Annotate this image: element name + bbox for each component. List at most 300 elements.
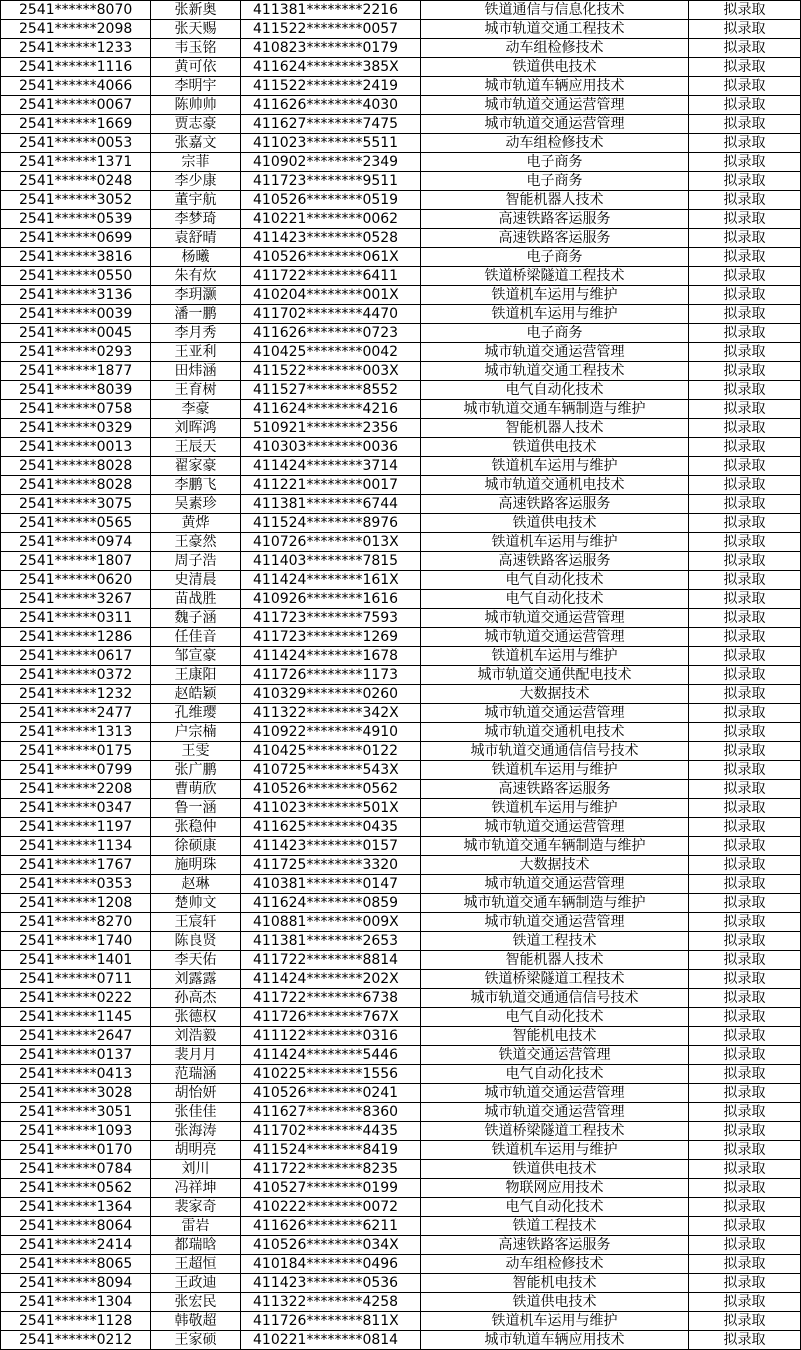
cell-id-number: 411423********0528 [241, 229, 421, 248]
cell-exam-number: 2541******0347 [1, 799, 151, 818]
cell-status: 拟录取 [689, 1198, 801, 1217]
cell-exam-number: 2541******1740 [1, 932, 151, 951]
cell-exam-number: 2541******1669 [1, 115, 151, 134]
cell-status: 拟录取 [689, 970, 801, 989]
cell-exam-number: 2541******0053 [1, 134, 151, 153]
cell-id-number: 410225********1556 [241, 1065, 421, 1084]
cell-student-name: 李鹏飞 [151, 476, 241, 495]
cell-status: 拟录取 [689, 818, 801, 837]
cell-status: 拟录取 [689, 704, 801, 723]
cell-status: 拟录取 [689, 20, 801, 39]
cell-id-number: 411522********0057 [241, 20, 421, 39]
table-row [1, 1008, 801, 1027]
cell-major: 城市轨道交通车辆制造与维护 [421, 400, 689, 419]
cell-status: 拟录取 [689, 39, 801, 58]
table-row [1, 229, 801, 248]
cell-id-number: 411424********5446 [241, 1046, 421, 1065]
cell-major: 城市轨道车辆应用技术 [421, 1331, 689, 1350]
cell-exam-number: 2541******8028 [1, 457, 151, 476]
table-row [1, 115, 801, 134]
cell-status: 拟录取 [689, 799, 801, 818]
cell-status: 拟录取 [689, 1274, 801, 1293]
cell-student-name: 王雯 [151, 742, 241, 761]
cell-exam-number: 2541******1134 [1, 837, 151, 856]
table-row [1, 913, 801, 932]
cell-exam-number: 2541******0699 [1, 229, 151, 248]
cell-status: 拟录取 [689, 723, 801, 742]
cell-status: 拟录取 [689, 172, 801, 191]
cell-student-name: 王豪然 [151, 533, 241, 552]
cell-id-number: 411726********1173 [241, 666, 421, 685]
cell-major: 高速铁路客运服务 [421, 229, 689, 248]
table-row [1, 305, 801, 324]
cell-status: 拟录取 [689, 761, 801, 780]
cell-id-number: 410526********0241 [241, 1084, 421, 1103]
cell-major: 城市轨道交通工程技术 [421, 362, 689, 381]
cell-exam-number: 2541******1807 [1, 552, 151, 571]
cell-student-name: 韩敬超 [151, 1312, 241, 1331]
cell-id-number: 411723********9511 [241, 172, 421, 191]
cell-exam-number: 2541******3267 [1, 590, 151, 609]
cell-major: 城市轨道交通通信信号技术 [421, 742, 689, 761]
cell-id-number: 411722********6738 [241, 989, 421, 1008]
cell-id-number: 410725********543X [241, 761, 421, 780]
cell-id-number: 411023********5511 [241, 134, 421, 153]
cell-exam-number: 2541******1232 [1, 685, 151, 704]
cell-id-number: 410425********0122 [241, 742, 421, 761]
cell-id-number: 410204********001X [241, 286, 421, 305]
cell-status: 拟录取 [689, 248, 801, 267]
cell-status: 拟录取 [689, 989, 801, 1008]
table-row [1, 723, 801, 742]
cell-status: 拟录取 [689, 134, 801, 153]
cell-exam-number: 2541******0175 [1, 742, 151, 761]
cell-status: 拟录取 [689, 856, 801, 875]
cell-major: 铁道供电技术 [421, 1160, 689, 1179]
cell-student-name: 田炜涵 [151, 362, 241, 381]
cell-student-name: 王康阳 [151, 666, 241, 685]
cell-major: 高速铁路客运服务 [421, 780, 689, 799]
cell-exam-number: 2541******1116 [1, 58, 151, 77]
cell-major: 高速铁路客运服务 [421, 552, 689, 571]
cell-id-number: 411722********8235 [241, 1160, 421, 1179]
table-row [1, 400, 801, 419]
cell-id-number: 411626********0723 [241, 324, 421, 343]
cell-major: 铁道供电技术 [421, 1293, 689, 1312]
cell-exam-number: 2541******0293 [1, 343, 151, 362]
cell-student-name: 李明宇 [151, 77, 241, 96]
cell-id-number: 411322********342X [241, 704, 421, 723]
cell-id-number: 410303********0036 [241, 438, 421, 457]
cell-student-name: 裴月月 [151, 1046, 241, 1065]
cell-exam-number: 2541******2098 [1, 20, 151, 39]
cell-id-number: 411625********0435 [241, 818, 421, 837]
cell-exam-number: 2541******0620 [1, 571, 151, 590]
cell-status: 拟录取 [689, 590, 801, 609]
cell-student-name: 陈良贤 [151, 932, 241, 951]
cell-exam-number: 2541******0758 [1, 400, 151, 419]
cell-id-number: 410881********009X [241, 913, 421, 932]
cell-major: 铁道机车运用与维护 [421, 1312, 689, 1331]
cell-student-name: 冯祥坤 [151, 1179, 241, 1198]
cell-status: 拟录取 [689, 1160, 801, 1179]
cell-exam-number: 2541******1197 [1, 818, 151, 837]
cell-exam-number: 2541******8270 [1, 913, 151, 932]
cell-status: 拟录取 [689, 381, 801, 400]
cell-major: 铁道工程技术 [421, 1217, 689, 1236]
cell-major: 电子商务 [421, 172, 689, 191]
cell-exam-number: 2541******8028 [1, 476, 151, 495]
cell-id-number: 411524********8419 [241, 1141, 421, 1160]
cell-major: 智能机器人技术 [421, 419, 689, 438]
cell-status: 拟录取 [689, 1236, 801, 1255]
cell-status: 拟录取 [689, 932, 801, 951]
cell-exam-number: 2541******0784 [1, 1160, 151, 1179]
cell-student-name: 苗战胜 [151, 590, 241, 609]
cell-id-number: 411624********0859 [241, 894, 421, 913]
cell-id-number: 410526********0519 [241, 191, 421, 210]
cell-student-name: 孔维璎 [151, 704, 241, 723]
cell-student-name: 宗菲 [151, 153, 241, 172]
cell-exam-number: 2541******0222 [1, 989, 151, 1008]
cell-status: 拟录取 [689, 913, 801, 932]
table-row [1, 552, 801, 571]
cell-major: 城市轨道交通运营管理 [421, 1084, 689, 1103]
cell-status: 拟录取 [689, 229, 801, 248]
cell-major: 电气自动化技术 [421, 590, 689, 609]
cell-exam-number: 2541******0711 [1, 970, 151, 989]
cell-id-number: 411702********4435 [241, 1122, 421, 1141]
cell-major: 电气自动化技术 [421, 381, 689, 400]
cell-major: 城市轨道交通通信信号技术 [421, 989, 689, 1008]
table-row [1, 533, 801, 552]
cell-student-name: 刘浩毅 [151, 1027, 241, 1046]
table-row [1, 438, 801, 457]
cell-id-number: 411702********4470 [241, 305, 421, 324]
cell-student-name: 朱有炊 [151, 267, 241, 286]
table-row [1, 1141, 801, 1160]
table-row [1, 210, 801, 229]
cell-status: 拟录取 [689, 571, 801, 590]
cell-major: 大数据技术 [421, 685, 689, 704]
cell-id-number: 411725********3320 [241, 856, 421, 875]
cell-id-number: 411221********0017 [241, 476, 421, 495]
cell-id-number: 411627********8360 [241, 1103, 421, 1122]
cell-id-number: 410726********013X [241, 533, 421, 552]
cell-major: 城市轨道交通供配电技术 [421, 666, 689, 685]
cell-id-number: 411726********811X [241, 1312, 421, 1331]
cell-status: 拟录取 [689, 1217, 801, 1236]
cell-exam-number: 2541******0550 [1, 267, 151, 286]
table-row [1, 1198, 801, 1217]
cell-major: 城市轨道交通运营管理 [421, 704, 689, 723]
table-row [1, 1236, 801, 1255]
table-row [1, 476, 801, 495]
cell-status: 拟录取 [689, 476, 801, 495]
table-row [1, 780, 801, 799]
cell-exam-number: 2541******8065 [1, 1255, 151, 1274]
cell-exam-number: 2541******0013 [1, 438, 151, 457]
cell-status: 拟录取 [689, 514, 801, 533]
cell-major: 铁道机车运用与维护 [421, 305, 689, 324]
cell-student-name: 刘露露 [151, 970, 241, 989]
cell-exam-number: 2541******8094 [1, 1274, 151, 1293]
table-row [1, 39, 801, 58]
cell-id-number: 411522********003X [241, 362, 421, 381]
table-row [1, 1293, 801, 1312]
cell-major: 电子商务 [421, 324, 689, 343]
cell-id-number: 411626********4030 [241, 96, 421, 115]
cell-exam-number: 2541******0039 [1, 305, 151, 324]
cell-exam-number: 2541******1128 [1, 1312, 151, 1331]
table-row [1, 666, 801, 685]
cell-major: 铁道供电技术 [421, 438, 689, 457]
cell-student-name: 张天赐 [151, 20, 241, 39]
cell-exam-number: 2541******0799 [1, 761, 151, 780]
cell-major: 大数据技术 [421, 856, 689, 875]
table-row [1, 1, 801, 20]
cell-major: 智能机器人技术 [421, 191, 689, 210]
cell-student-name: 张宏民 [151, 1293, 241, 1312]
table-row [1, 134, 801, 153]
cell-id-number: 411722********6411 [241, 267, 421, 286]
cell-major: 铁道交通运营管理 [421, 1046, 689, 1065]
cell-student-name: 李天佑 [151, 951, 241, 970]
table-row [1, 191, 801, 210]
table-row [1, 286, 801, 305]
cell-student-name: 张嘉文 [151, 134, 241, 153]
cell-id-number: 411627********7475 [241, 115, 421, 134]
cell-student-name: 魏子涵 [151, 609, 241, 628]
table-row [1, 58, 801, 77]
table-row [1, 1046, 801, 1065]
cell-exam-number: 2541******4066 [1, 77, 151, 96]
table-row [1, 1160, 801, 1179]
cell-id-number: 411524********8976 [241, 514, 421, 533]
cell-student-name: 户宗楠 [151, 723, 241, 742]
cell-id-number: 411624********385X [241, 58, 421, 77]
cell-exam-number: 2541******0617 [1, 647, 151, 666]
cell-id-number: 410526********061X [241, 248, 421, 267]
cell-major: 城市轨道交通运营管理 [421, 875, 689, 894]
cell-major: 铁道通信与信息化技术 [421, 1, 689, 20]
cell-student-name: 张海涛 [151, 1122, 241, 1141]
table-row [1, 381, 801, 400]
cell-id-number: 410526********034X [241, 1236, 421, 1255]
cell-exam-number: 2541******0372 [1, 666, 151, 685]
cell-major: 城市轨道交通运营管理 [421, 1103, 689, 1122]
cell-exam-number: 2541******1371 [1, 153, 151, 172]
cell-id-number: 410922********4910 [241, 723, 421, 742]
table-row [1, 1065, 801, 1084]
cell-status: 拟录取 [689, 1293, 801, 1312]
cell-status: 拟录取 [689, 457, 801, 476]
cell-major: 城市轨道交通机电技术 [421, 476, 689, 495]
cell-status: 拟录取 [689, 324, 801, 343]
cell-status: 拟录取 [689, 210, 801, 229]
cell-exam-number: 2541******1233 [1, 39, 151, 58]
cell-major: 铁道桥梁隧道工程技术 [421, 1122, 689, 1141]
cell-exam-number: 2541******0353 [1, 875, 151, 894]
cell-exam-number: 2541******0248 [1, 172, 151, 191]
cell-student-name: 王家硕 [151, 1331, 241, 1350]
cell-exam-number: 2541******8070 [1, 1, 151, 20]
cell-major: 电气自动化技术 [421, 1008, 689, 1027]
cell-major: 铁道机车运用与维护 [421, 647, 689, 666]
cell-id-number: 411723********7593 [241, 609, 421, 628]
cell-major: 铁道供电技术 [421, 514, 689, 533]
table-row [1, 1217, 801, 1236]
table-row [1, 647, 801, 666]
table-row [1, 514, 801, 533]
cell-exam-number: 2541******1877 [1, 362, 151, 381]
cell-status: 拟录取 [689, 1103, 801, 1122]
cell-id-number: 410381********0147 [241, 875, 421, 894]
cell-id-number: 410823********0179 [241, 39, 421, 58]
cell-status: 拟录取 [689, 96, 801, 115]
cell-status: 拟录取 [689, 1, 801, 20]
cell-student-name: 王宸轩 [151, 913, 241, 932]
cell-major: 城市轨道交通车辆制造与维护 [421, 894, 689, 913]
table-row [1, 1274, 801, 1293]
cell-status: 拟录取 [689, 628, 801, 647]
cell-status: 拟录取 [689, 894, 801, 913]
cell-student-name: 王辰天 [151, 438, 241, 457]
cell-major: 城市轨道车辆应用技术 [421, 77, 689, 96]
cell-major: 铁道桥梁隧道工程技术 [421, 267, 689, 286]
table-row [1, 172, 801, 191]
cell-id-number: 410329********0260 [241, 685, 421, 704]
cell-exam-number: 2541******0413 [1, 1065, 151, 1084]
cell-exam-number: 2541******0170 [1, 1141, 151, 1160]
cell-major: 城市轨道交通运营管理 [421, 96, 689, 115]
cell-student-name: 李少康 [151, 172, 241, 191]
cell-status: 拟录取 [689, 742, 801, 761]
cell-student-name: 范瑞涵 [151, 1065, 241, 1084]
table-row [1, 457, 801, 476]
cell-major: 城市轨道交通车辆制造与维护 [421, 837, 689, 856]
cell-major: 高速铁路客运服务 [421, 1236, 689, 1255]
cell-major: 高速铁路客运服务 [421, 495, 689, 514]
cell-exam-number: 2541******2477 [1, 704, 151, 723]
cell-student-name: 陈帅帅 [151, 96, 241, 115]
cell-student-name: 刘晖鸿 [151, 419, 241, 438]
cell-id-number: 410222********0072 [241, 1198, 421, 1217]
cell-student-name: 张新奥 [151, 1, 241, 20]
cell-exam-number: 2541******1286 [1, 628, 151, 647]
cell-major: 电气自动化技术 [421, 571, 689, 590]
cell-id-number: 411423********0536 [241, 1274, 421, 1293]
cell-id-number: 411381********2216 [241, 1, 421, 20]
table-row [1, 989, 801, 1008]
table-row [1, 837, 801, 856]
cell-id-number: 411626********6211 [241, 1217, 421, 1236]
cell-major: 铁道工程技术 [421, 932, 689, 951]
table-row [1, 685, 801, 704]
cell-id-number: 411722********8814 [241, 951, 421, 970]
table-row [1, 248, 801, 267]
cell-student-name: 张德权 [151, 1008, 241, 1027]
cell-exam-number: 2541******0045 [1, 324, 151, 343]
cell-student-name: 胡怡妍 [151, 1084, 241, 1103]
cell-status: 拟录取 [689, 1008, 801, 1027]
table-row [1, 419, 801, 438]
cell-student-name: 裴家奇 [151, 1198, 241, 1217]
cell-id-number: 410527********0199 [241, 1179, 421, 1198]
table-row [1, 609, 801, 628]
cell-status: 拟录取 [689, 153, 801, 172]
cell-major: 智能机器人技术 [421, 951, 689, 970]
cell-exam-number: 2541******3075 [1, 495, 151, 514]
table-row [1, 1312, 801, 1331]
cell-id-number: 411381********2653 [241, 932, 421, 951]
cell-major: 城市轨道交通运营管理 [421, 628, 689, 647]
cell-major: 智能机电技术 [421, 1274, 689, 1293]
cell-id-number: 411023********501X [241, 799, 421, 818]
cell-exam-number: 2541******0539 [1, 210, 151, 229]
cell-student-name: 邹宣豪 [151, 647, 241, 666]
table-row [1, 1103, 801, 1122]
cell-exam-number: 2541******1767 [1, 856, 151, 875]
cell-exam-number: 2541******0137 [1, 1046, 151, 1065]
cell-major: 高速铁路客运服务 [421, 210, 689, 229]
cell-student-name: 王超恒 [151, 1255, 241, 1274]
cell-status: 拟录取 [689, 1122, 801, 1141]
cell-student-name: 李梦琦 [151, 210, 241, 229]
cell-exam-number: 2541******1145 [1, 1008, 151, 1027]
cell-exam-number: 2541******0212 [1, 1331, 151, 1350]
table-row [1, 1179, 801, 1198]
cell-status: 拟录取 [689, 666, 801, 685]
cell-exam-number: 2541******1304 [1, 1293, 151, 1312]
table-row [1, 1331, 801, 1350]
cell-id-number: 410221********0814 [241, 1331, 421, 1350]
table-row [1, 932, 801, 951]
cell-status: 拟录取 [689, 191, 801, 210]
cell-status: 拟录取 [689, 343, 801, 362]
cell-major: 城市轨道交通机电技术 [421, 723, 689, 742]
cell-exam-number: 2541******1093 [1, 1122, 151, 1141]
cell-status: 拟录取 [689, 115, 801, 134]
cell-exam-number: 2541******0311 [1, 609, 151, 628]
cell-student-name: 王育树 [151, 381, 241, 400]
table-row [1, 20, 801, 39]
table-row [1, 267, 801, 286]
cell-exam-number: 2541******1364 [1, 1198, 151, 1217]
cell-student-name: 楚帅文 [151, 894, 241, 913]
cell-student-name: 李玥灏 [151, 286, 241, 305]
cell-status: 拟录取 [689, 267, 801, 286]
cell-id-number: 410926********1616 [241, 590, 421, 609]
table-row [1, 590, 801, 609]
table-row [1, 856, 801, 875]
table-row [1, 951, 801, 970]
cell-id-number: 411403********7815 [241, 552, 421, 571]
cell-status: 拟录取 [689, 685, 801, 704]
cell-id-number: 411527********8552 [241, 381, 421, 400]
cell-status: 拟录取 [689, 1027, 801, 1046]
cell-status: 拟录取 [689, 780, 801, 799]
cell-major: 城市轨道交通运营管理 [421, 818, 689, 837]
table-body [1, 1, 801, 1350]
cell-major: 电子商务 [421, 248, 689, 267]
cell-id-number: 411122********0316 [241, 1027, 421, 1046]
cell-student-name: 任佳音 [151, 628, 241, 647]
cell-id-number: 411424********202X [241, 970, 421, 989]
cell-exam-number: 2541******2208 [1, 780, 151, 799]
cell-status: 拟录取 [689, 1331, 801, 1350]
table-row [1, 362, 801, 381]
